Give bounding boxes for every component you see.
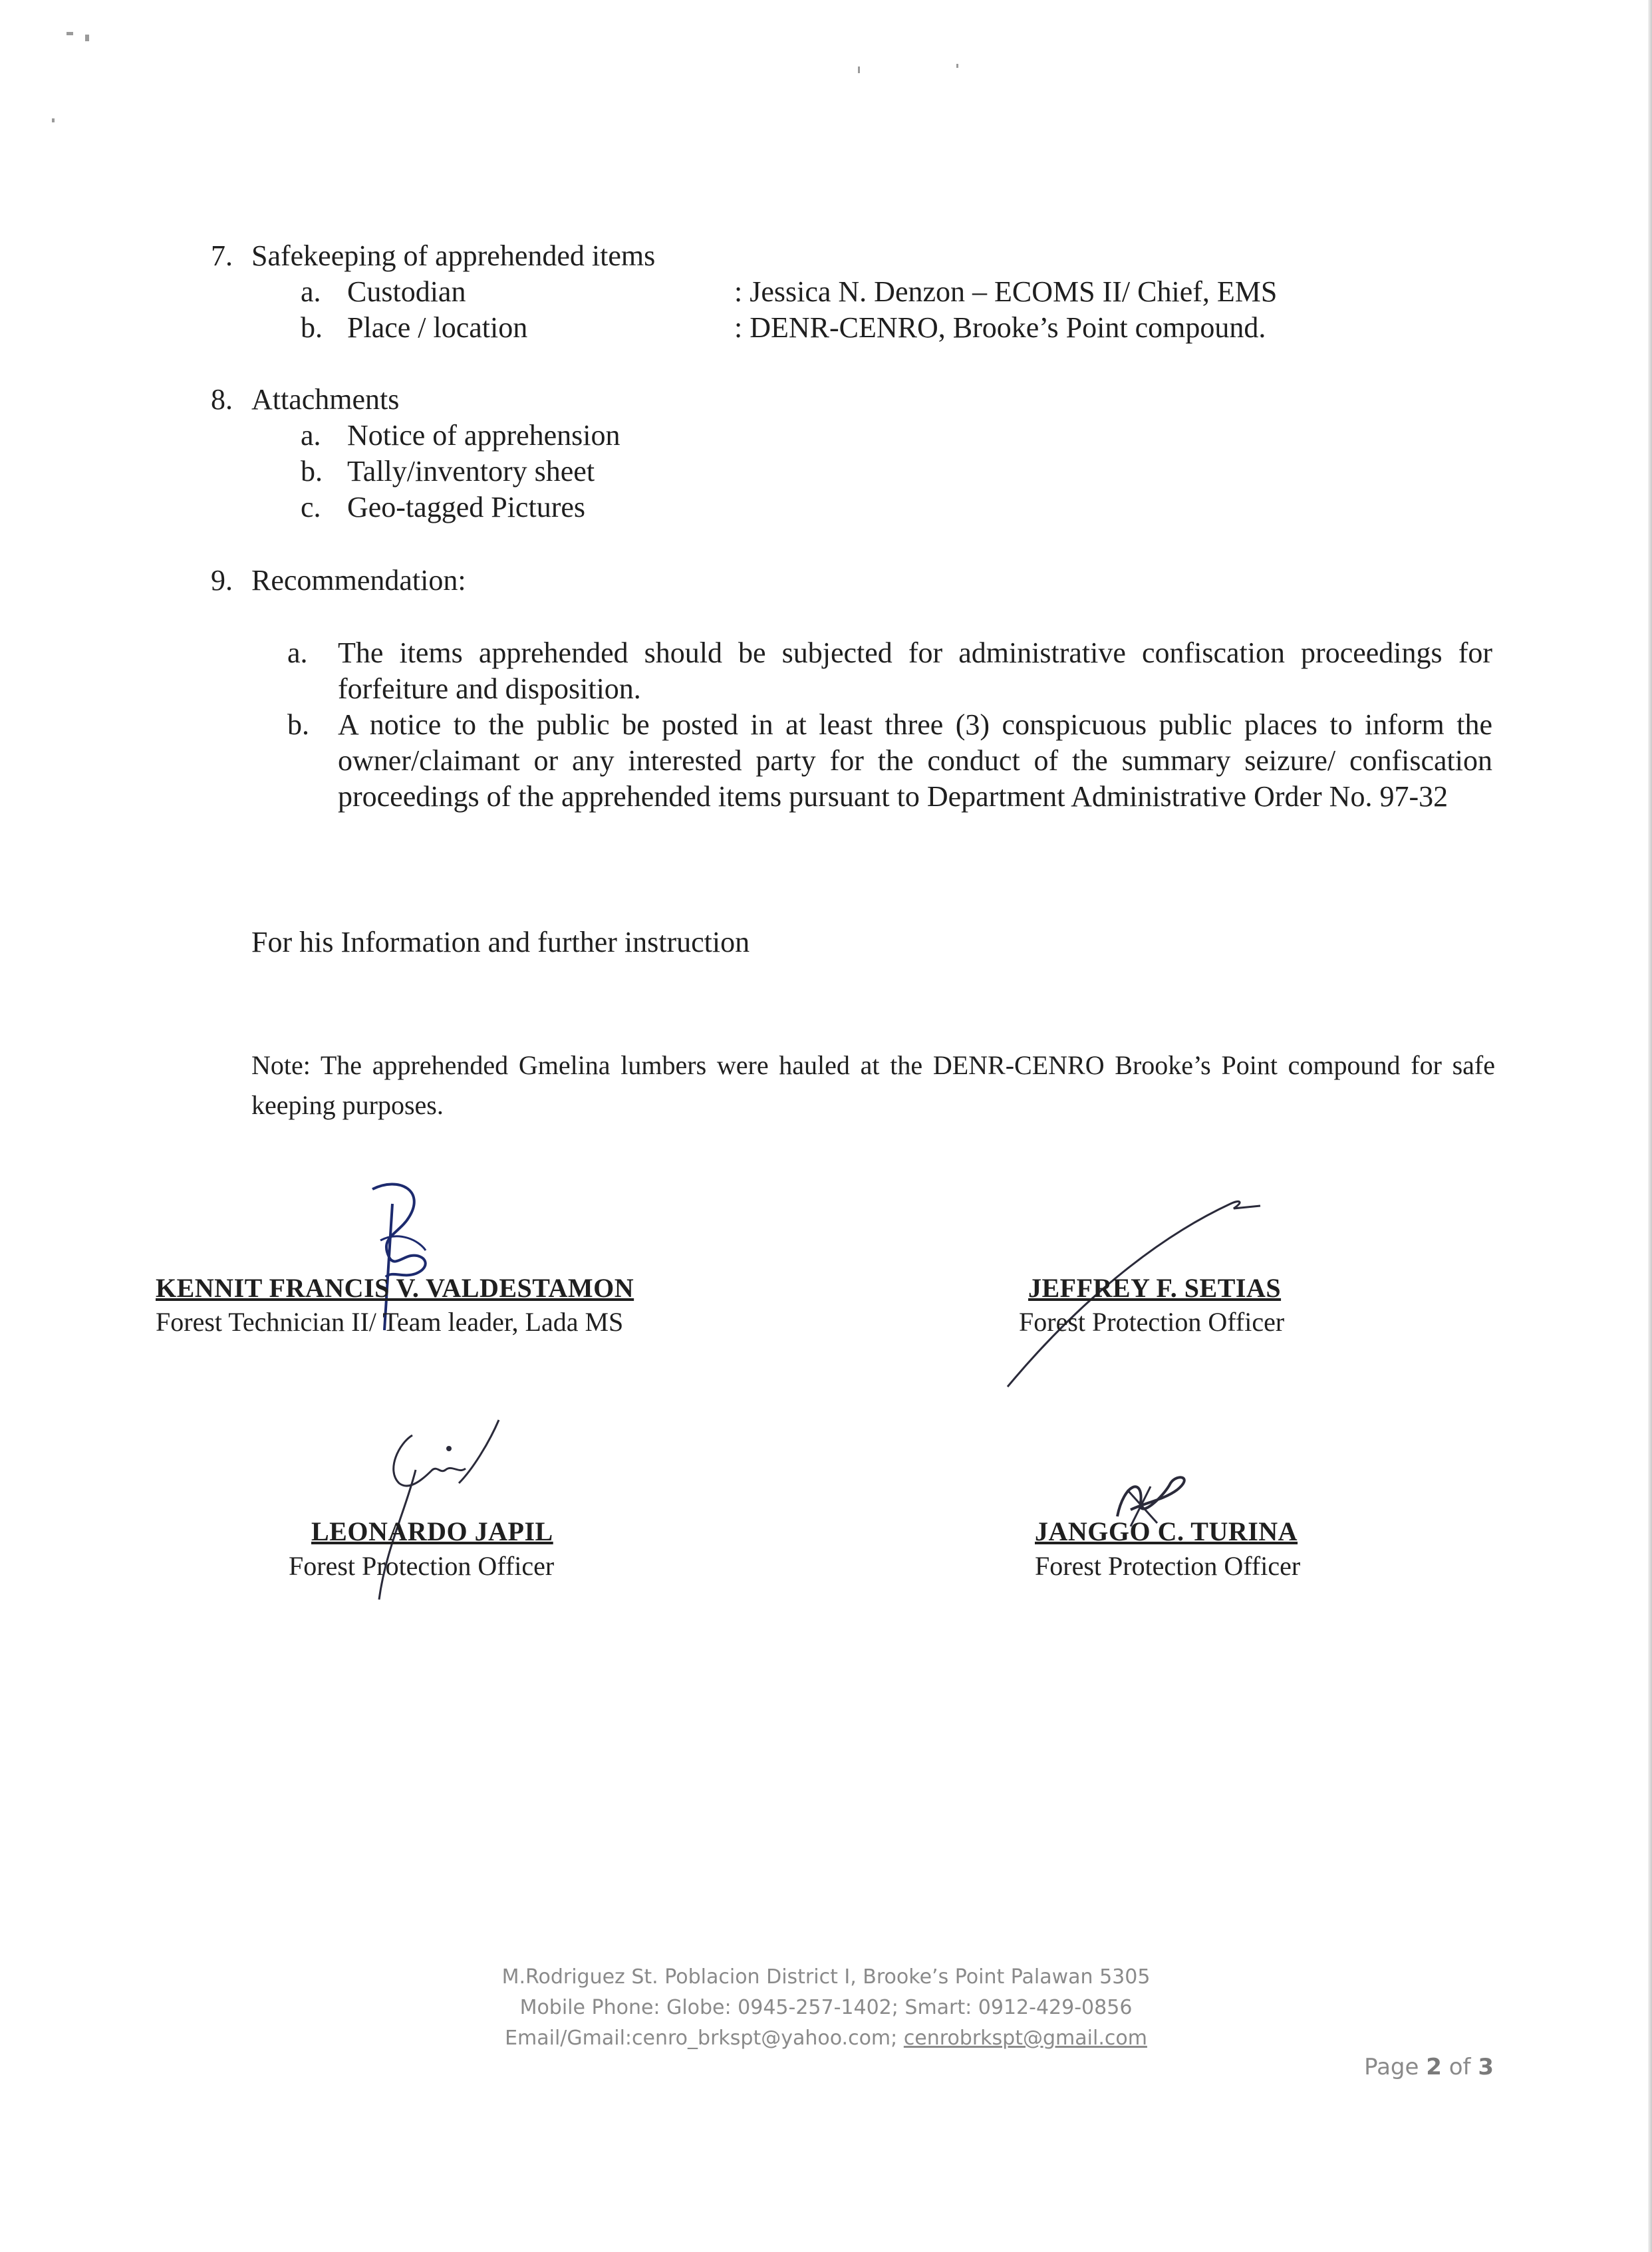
footer-phone: Mobile Phone: Globe: 0945-257-1402; Smart: 0912-429-0856 — [519, 1996, 1133, 2019]
item-number: 7. — [211, 239, 233, 272]
signatory-name: JEFFREY F. SETIAS — [1028, 1273, 1282, 1303]
scan-edge — [1648, 0, 1652, 2252]
sub-letter: b. — [287, 708, 309, 741]
recommendation-b: A notice to the public be posted in at least three (3) conspicuous public places to inform the owner/claimant or any interested party for the conduct of the summary seizure/ confiscation proceedings of the apprehended items pursuant to Department Administrative Order No. 97-32 — [338, 708, 1492, 813]
scan-speck — [956, 64, 958, 68]
footer-address: M.Rodriguez St. Poblacion District I, Brooke’s Point Palawan 5305 — [501, 1965, 1151, 1989]
recommendation-a: The items apprehended should be subjected for administrative confiscation proceedings for forfeiture and disposition. — [338, 636, 1492, 705]
signatory-name: KENNIT FRANCIS V. VALDESTAMON — [156, 1273, 634, 1303]
sub-letter: b. — [301, 311, 323, 344]
footer-email-text: Email/Gmail:cenro_brkspt@yahoo.com; — [505, 2027, 904, 2050]
closing-line: For his Information and further instruction — [251, 926, 750, 958]
item-title: Safekeeping of apprehended items — [251, 239, 656, 272]
sub-letter: a. — [301, 419, 321, 452]
sub-letter: a. — [287, 636, 308, 669]
item-title: Attachments — [251, 383, 400, 416]
sub-letter: c. — [301, 491, 321, 523]
signatory-title: Forest Protection Officer — [1035, 1551, 1301, 1581]
item-title: Recommendation: — [251, 564, 466, 597]
scan-speck — [67, 32, 73, 35]
custodian-label: Custodian — [347, 275, 466, 308]
footer-email-link[interactable]: cenrobrkspt@gmail.com — [903, 2027, 1147, 2050]
attachment-item: Geo-tagged Pictures — [347, 491, 585, 523]
signatory-title: Forest Protection Officer — [1019, 1307, 1285, 1337]
item-number: 9. — [211, 564, 233, 597]
page-of: of — [1448, 2054, 1471, 2080]
attachment-item: Tally/inventory sheet — [347, 455, 595, 488]
signatory-name: LEONARDO JAPIL — [311, 1516, 553, 1546]
signatory-title: Forest Protection Officer — [289, 1551, 555, 1581]
scan-speck — [85, 35, 89, 41]
signatory-name: JANGGO C. TURINA — [1035, 1516, 1298, 1546]
note: Note: The apprehended Gmelina lumbers were hauled at the DENR-CENRO Brooke’s Point compound for safe keeping purposes. — [251, 1050, 1495, 1120]
signatory-title: Forest Technician II/ Team leader, Lada MS — [156, 1307, 624, 1337]
sub-letter: a. — [301, 275, 321, 308]
sub-letter: b. — [301, 455, 323, 488]
page-indicator — [1364, 2054, 1494, 2080]
scan-speck — [52, 118, 55, 122]
item-number: 8. — [211, 383, 233, 416]
custodian-value: : Jessica N. Denzon – ECOMS II/ Chief, EMS — [734, 275, 1278, 308]
attachment-item: Notice of apprehension — [347, 419, 620, 452]
scan-speck — [858, 67, 860, 73]
location-label: Place / location — [347, 311, 528, 344]
page-label: Page — [1364, 2054, 1419, 2080]
footer-email — [0, 2023, 1652, 2054]
page-current: 2 — [1426, 2054, 1442, 2080]
location-value: : DENR-CENRO, Brooke’s Point compound. — [734, 311, 1266, 344]
page-total: 3 — [1478, 2054, 1494, 2080]
